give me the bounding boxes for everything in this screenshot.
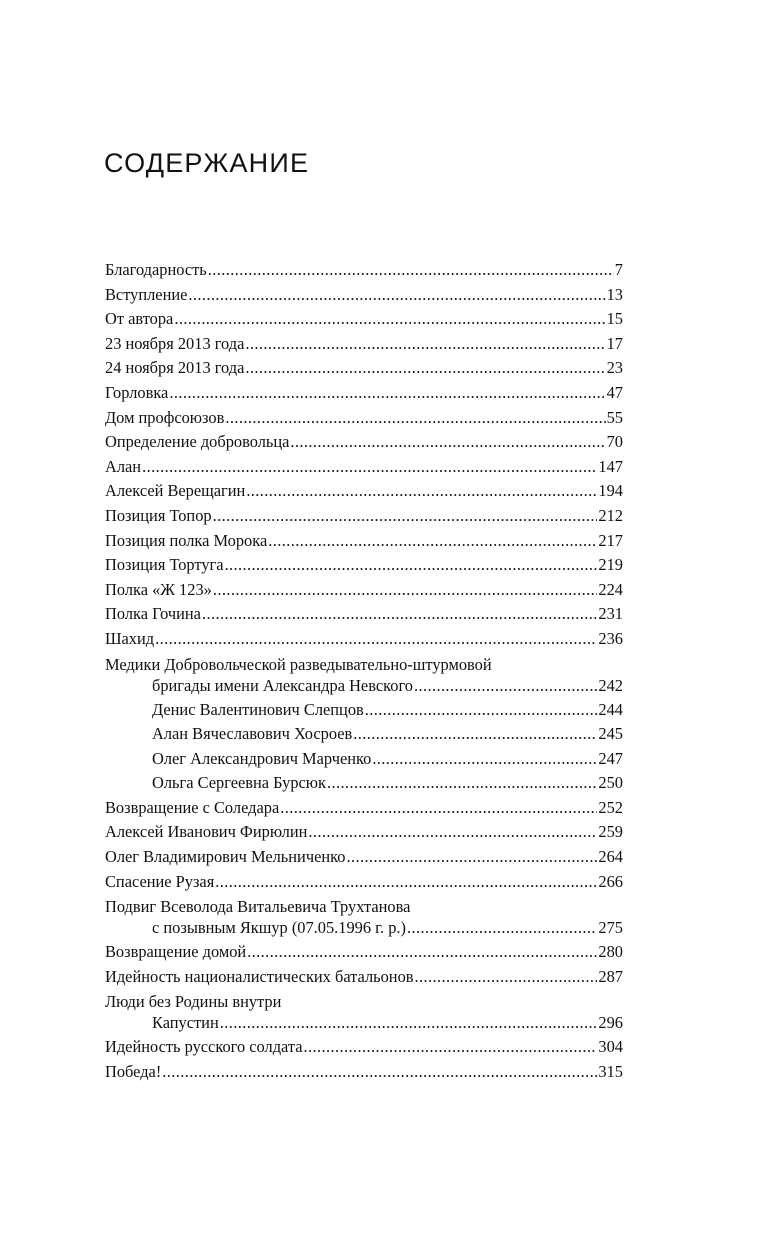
dot-leader — [245, 356, 605, 381]
toc-entry-title: Денис Валентинович Слепцов — [152, 699, 364, 719]
toc-entry-line — [105, 796, 623, 821]
toc-entry-line — [105, 479, 623, 504]
toc-entry-page-number: 217 — [598, 530, 623, 550]
dot-leader — [188, 283, 605, 308]
toc-entry — [105, 870, 623, 895]
toc-entry — [105, 896, 623, 938]
toc-entry-title: Позиция Тортуга — [105, 555, 224, 575]
toc-entry-line — [105, 578, 623, 603]
toc-entry-line — [105, 722, 623, 747]
toc-entry-title: Шахид — [105, 628, 155, 648]
toc-entry — [105, 356, 623, 381]
dot-leader — [247, 940, 597, 965]
toc-entry — [105, 627, 623, 652]
toc-entry — [105, 283, 623, 308]
toc-entry-title: Полка «Ж 123» — [105, 579, 212, 599]
toc-entry-line — [105, 455, 623, 480]
toc-entry-line — [105, 406, 623, 431]
dot-leader — [414, 676, 597, 696]
dot-leader — [290, 430, 605, 455]
toc-entry — [105, 940, 623, 965]
toc-entry — [105, 796, 623, 821]
toc-entry — [105, 258, 623, 283]
toc-entry — [105, 654, 623, 696]
toc-entry — [105, 479, 623, 504]
toc-entry-title-line1: Медики Добровольческой разведывательно-штурмовой — [105, 654, 492, 674]
toc-entry-line — [105, 940, 623, 965]
toc-entry-title: Позиция Топор — [105, 505, 212, 525]
toc-entry-page-number: 147 — [598, 456, 623, 476]
toc-entry-title: Алан — [105, 456, 142, 476]
toc-entry — [105, 747, 623, 772]
toc-entry-title: Алексей Иванович Фирюлин — [105, 822, 308, 842]
toc-entry-line — [105, 307, 623, 332]
toc-entry — [105, 698, 623, 723]
toc-entry-title: Капустин — [152, 1013, 219, 1033]
toc-entry — [105, 991, 623, 1033]
toc-entry-page-number: 252 — [598, 797, 623, 817]
dot-leader — [213, 504, 598, 529]
toc-entry-page-number: 242 — [598, 675, 623, 695]
toc-entry-line — [105, 845, 623, 870]
toc-entry-title: Благодарность — [105, 260, 207, 279]
toc-entry-page-number: 245 — [598, 724, 623, 744]
toc-entry-line — [105, 283, 623, 308]
toc-entry — [105, 307, 623, 332]
toc-entry-line — [105, 747, 623, 772]
toc-entry-line — [105, 820, 623, 845]
toc-entry-title: От автора — [105, 309, 174, 329]
toc-entry-page-number: 194 — [598, 481, 623, 501]
toc-entry-line — [105, 870, 623, 895]
toc-entry-page-number: 70 — [606, 432, 623, 452]
dot-leader — [268, 529, 597, 554]
dot-leader — [304, 1035, 598, 1060]
toc-entry-title: Ольга Сергеевна Бурсюк — [152, 773, 327, 793]
toc-entry-line — [105, 529, 623, 554]
toc-entry-title: Идейность русского солдата — [105, 1037, 303, 1057]
toc-entry — [105, 529, 623, 554]
toc-entry-page-number: 280 — [598, 942, 623, 962]
dot-leader — [174, 307, 605, 332]
toc-entry-page-number: 219 — [598, 555, 623, 575]
toc-entry-line — [105, 504, 623, 529]
toc-entry-page-number: 315 — [598, 1062, 623, 1082]
toc-entry-page-number: 296 — [598, 1013, 623, 1033]
dot-leader — [162, 1060, 597, 1085]
toc-entry-title: Спасение Рузая — [105, 871, 215, 891]
toc-entry-line — [105, 332, 623, 357]
toc-entry-title: 23 ноября 2013 года — [105, 333, 245, 353]
toc-entry-page-number: 275 — [598, 918, 623, 938]
dot-leader — [225, 553, 598, 578]
toc-entry-title: Победа! — [105, 1062, 162, 1082]
toc-entry-title: Олег Александрович Марченко — [152, 748, 372, 768]
dot-leader — [155, 627, 597, 652]
toc-entry — [105, 504, 623, 529]
dot-leader — [415, 965, 598, 990]
toc-entry — [105, 820, 623, 845]
toc-entry-title: Позиция полка Морока — [105, 530, 268, 550]
toc-entry-page-number: 250 — [598, 773, 623, 793]
toc-entry-title: Горловка — [105, 382, 169, 402]
toc-entry-title: Идейность националистических батальонов — [105, 966, 414, 986]
dot-leader — [327, 771, 597, 796]
toc-entry — [105, 381, 623, 406]
toc-entry-title: Олег Владимирович Мельниченко — [105, 847, 346, 867]
toc-entry-title: Возвращение домой — [105, 942, 247, 962]
toc-entry — [105, 332, 623, 357]
toc-entry-page-number: 13 — [606, 284, 623, 304]
toc-entry — [105, 1035, 623, 1060]
toc-entry-title: Алан Вячеславович Хосроев — [152, 724, 353, 744]
toc-entry-title: Полка Гочина — [105, 604, 201, 624]
dot-leader — [245, 332, 605, 357]
dot-leader — [246, 479, 597, 504]
toc-entry-page-number: 304 — [598, 1037, 623, 1057]
toc-entry-title: Возвращение с Соледара — [105, 797, 280, 817]
toc-entry-line — [105, 627, 623, 652]
dot-leader — [215, 870, 597, 895]
toc-entry-page-number: 244 — [598, 699, 623, 719]
toc-entry-title: Вступление — [105, 284, 188, 304]
toc-entry — [105, 553, 623, 578]
toc-entry-title: Определение добровольца — [105, 432, 290, 452]
toc-entry — [105, 771, 623, 796]
dot-leader — [142, 455, 597, 480]
toc-entry-line — [105, 1013, 623, 1033]
toc-entry-title-line1: Подвиг Всеволода Витальевича Трухтанова — [105, 897, 411, 917]
toc-entry-line — [105, 1060, 623, 1085]
toc-entry-page-number: 247 — [598, 748, 623, 768]
toc-entry — [105, 578, 623, 603]
toc-entry — [105, 430, 623, 455]
toc-entry-page-number: 264 — [598, 847, 623, 867]
toc-entry-line — [105, 356, 623, 381]
toc-entry — [105, 965, 623, 990]
dot-leader — [346, 845, 597, 870]
table-of-contents — [105, 258, 623, 1085]
toc-entry-title: Алексей Верещагин — [105, 481, 246, 501]
dot-leader — [280, 796, 597, 821]
toc-entry — [105, 602, 623, 627]
toc-entry — [105, 406, 623, 431]
toc-entry-page-number: 224 — [598, 579, 623, 599]
dot-leader — [208, 258, 614, 283]
toc-entry-line — [105, 553, 623, 578]
toc-entry — [105, 845, 623, 870]
toc-entry-title: Дом профсоюзов — [105, 407, 225, 427]
toc-entry-title: бригады имени Александра Невского — [152, 675, 413, 695]
toc-entry-line — [105, 676, 623, 696]
toc-entry-line — [105, 381, 623, 406]
toc-entry-line — [105, 258, 623, 283]
toc-entry-title: 24 ноября 2013 года — [105, 358, 245, 378]
toc-entry-title: с позывным Якшур (07.05.1996 г. р.) — [152, 918, 406, 938]
toc-entry — [105, 722, 623, 747]
dot-leader — [220, 1013, 598, 1033]
toc-entry-page-number: 7 — [614, 260, 623, 279]
toc-entry-page-number: 23 — [606, 358, 623, 378]
toc-entry-page-number: 17 — [606, 333, 623, 353]
toc-entry-page-number: 212 — [598, 505, 623, 525]
dot-leader — [407, 918, 597, 938]
toc-entry-page-number: 55 — [606, 407, 623, 427]
dot-leader — [365, 698, 598, 723]
toc-entry-page-number: 231 — [598, 604, 623, 624]
dot-leader — [308, 820, 597, 845]
dot-leader — [353, 722, 597, 747]
toc-entry-page-number: 287 — [598, 966, 623, 986]
dot-leader — [169, 381, 605, 406]
toc-entry-line — [105, 430, 623, 455]
dot-leader — [213, 578, 598, 603]
page-title: СОДЕРЖАНИЕ — [104, 148, 310, 178]
toc-entry-page-number: 236 — [598, 628, 623, 648]
toc-entry-line — [105, 698, 623, 723]
dot-leader — [372, 747, 597, 772]
toc-entry-page-number: 266 — [598, 871, 623, 891]
dot-leader — [225, 406, 605, 431]
toc-entry-line — [105, 602, 623, 627]
toc-entry-page-number: 259 — [598, 822, 623, 842]
toc-entry — [105, 1060, 623, 1085]
toc-entry-line — [105, 965, 623, 990]
dot-leader — [202, 602, 597, 627]
toc-entry-page-number: 15 — [606, 309, 623, 329]
toc-entry-line — [105, 918, 623, 938]
toc-entry-line — [105, 771, 623, 796]
toc-entry-line — [105, 1035, 623, 1060]
toc-entry-title-line1: Люди без Родины внутри — [105, 992, 282, 1012]
toc-entry — [105, 455, 623, 480]
toc-entry-page-number: 47 — [606, 382, 623, 402]
